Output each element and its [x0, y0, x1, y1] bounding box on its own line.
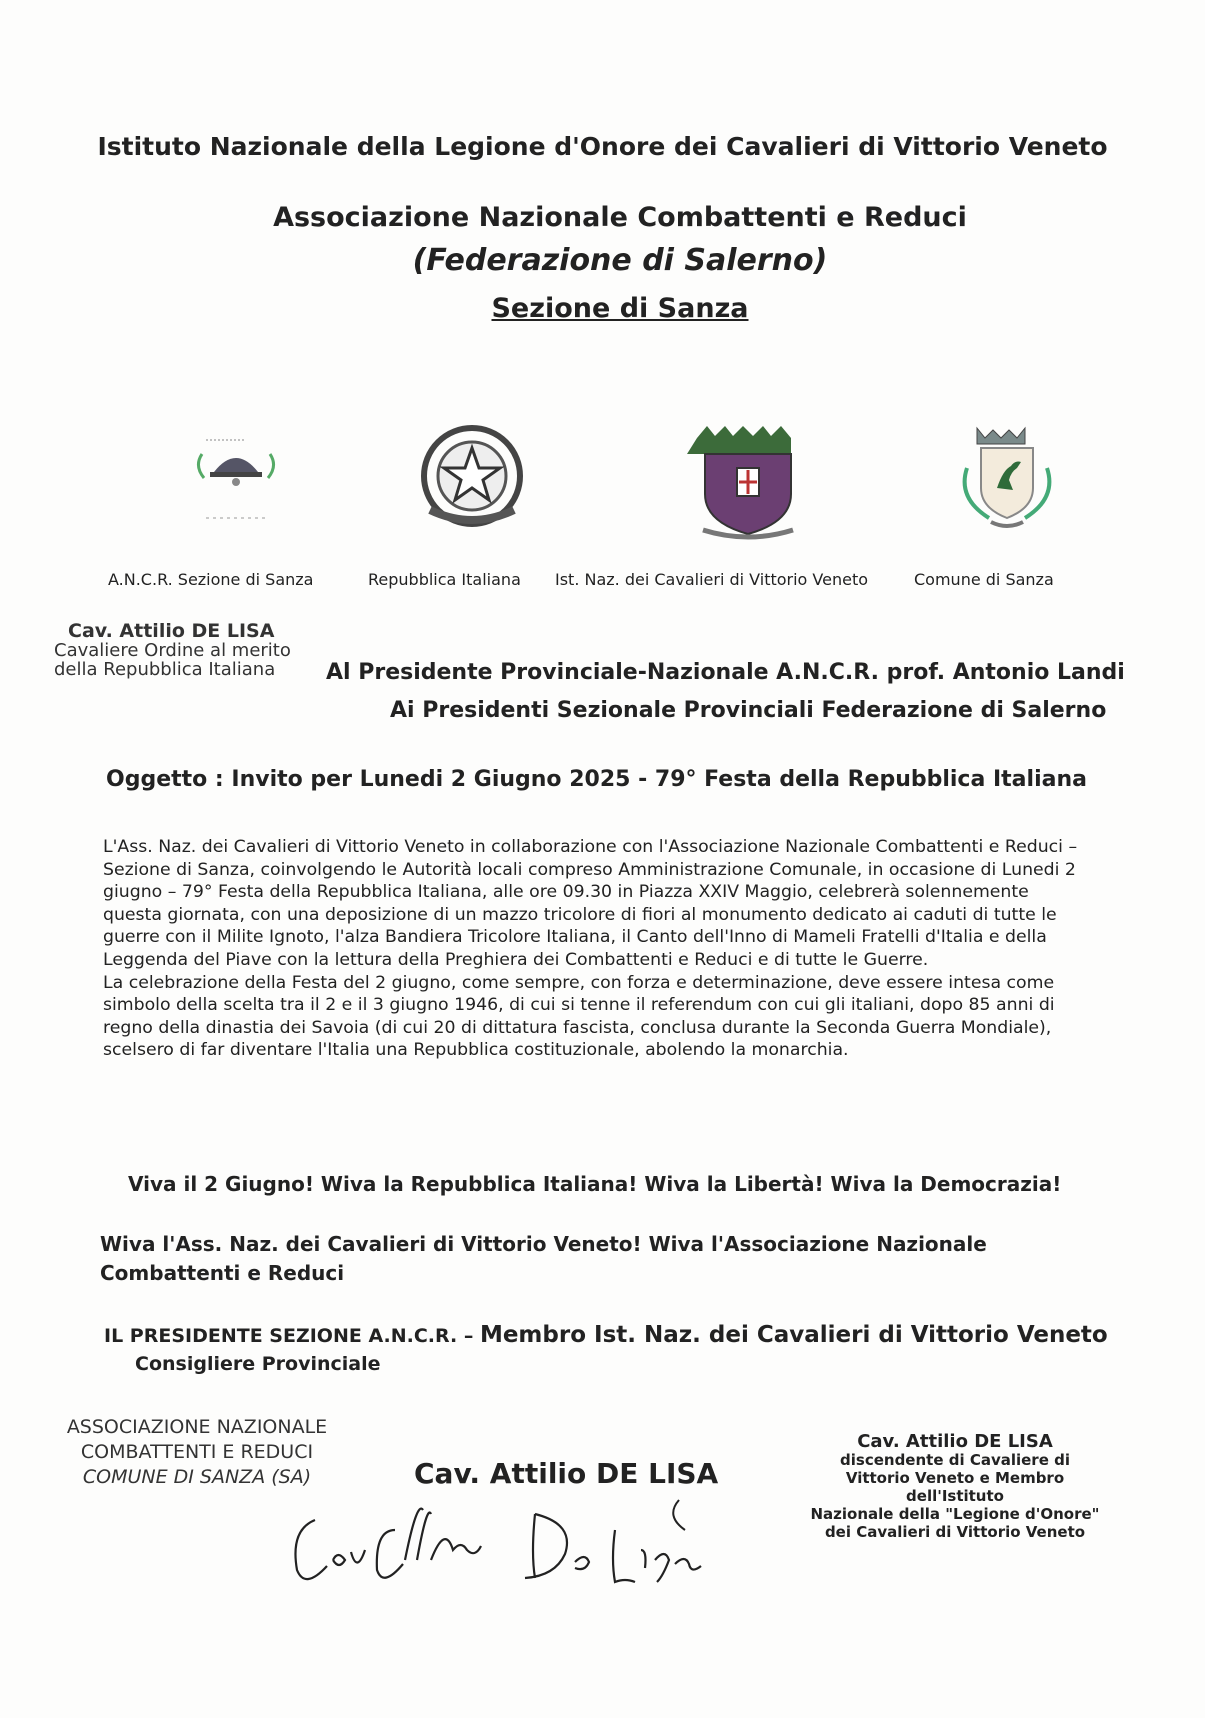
header-association: Associazione Nazionale Combattenti e Reduci	[273, 202, 967, 233]
right-stamp: Cav. Attilio DE LISA discendente di Cavaliere di Vittorio Veneto e Membro dell'Istituto Nazionale della "Legione d'Onore" dei Cavalieri di Vittorio Veneto	[810, 1431, 1100, 1541]
recipient-line-1: Al Presidente Provinciale-Nazionale A.N.C.R. prof. Antonio Landi	[326, 660, 1125, 685]
president-subtitle: Consigliere Provinciale	[135, 1353, 381, 1375]
signer-name: Cav. Attilio DE LISA	[414, 1457, 719, 1490]
federation-name: Federazione di Salerno	[426, 243, 814, 278]
cavalieri-vittorio-veneto-crest-icon	[685, 418, 805, 548]
recipient-line-2: Ai Presidenti Sezionale Provinciali Federazione di Salerno	[390, 698, 1107, 723]
ancr-stamp: ASSOCIAZIONE NAZIONALE COMBATTENTI E REDUCI COMUNE DI SANZA (SA)	[66, 1416, 328, 1488]
logo-caption-ancr: A.N.C.R. Sezione di Sanza	[108, 570, 314, 589]
sender-stamp-subtitle: della Repubblica Italiana	[54, 659, 276, 680]
viva-line-1: Viva il 2 Giugno! Wiva la Repubblica Italiana! Wiva la Libertà! Wiva la Democrazia!	[128, 1172, 1062, 1196]
viva-line-2: Wiva l'Ass. Naz. dei Cavalieri di Vittorio Veneto! Wiva l'Associazione Nazionale Combattenti e Reduci	[100, 1232, 987, 1285]
logo-caption-repubblica: Repubblica Italiana	[368, 570, 521, 589]
sender-stamp-name: Cav. Attilio DE LISA	[68, 620, 275, 642]
subject-line: Oggetto : Invito per Lunedi 2 Giugno 2025 - 79° Festa della Repubblica Italiana	[106, 767, 1087, 792]
body-paragraph-2: La celebrazione della Festa del 2 giugno, come sempre, con forza e determinazione, deve essere intesa come simbolo della scelta tra il 2 e il 3 giugno 1946, di cui si tenne il referendum con cui gli italiani, dopo 85 anni di regno della dinastia dei Savoia (di cui 20 di dittatura fascista, conclusa durante la Seconda Guerra Mondiale), scelsero di far diventare l'Italia una Repubblica costituzionale, abolendo la monarchia.	[103, 972, 1055, 1061]
repubblica-italiana-emblem-icon	[410, 418, 530, 548]
handwritten-signature	[285, 1490, 765, 1600]
header-institute: Istituto Nazionale della Legione d'Onore dei Cavalieri di Vittorio Veneto	[97, 132, 1108, 161]
sender-stamp-title: Cavaliere Ordine al merito	[54, 640, 291, 661]
logo-caption-cavalieri: Ist. Naz. dei Cavalieri di Vittorio Veneto	[555, 570, 869, 589]
sender-stamp	[54, 622, 291, 679]
logo-caption-comune: Comune di Sanza	[914, 570, 1054, 589]
ancr-helmet-emblem-icon	[176, 418, 296, 548]
body-paragraph-1: L'Ass. Naz. dei Cavalieri di Vittorio Veneto in collaborazione con l'Associazione Nazionale Combattenti e Reduci – Sezione di Sanza, coinvolgendo le Autorità locali compreso Amministrazione Comunale, in occasione di Lunedi 2 giugno – 79° Festa della Repubblica Italiana, alle ore 09.30 in Piazza XXIV Maggio, celebrerà solennemente questa giornata, con una deposizione di un mazzo tricolore di fiori al monumento dedicato ai caduti di tutte le guerre con il Milite Ignoto, l'alza Bandiera Tricolore Italiana, il Canto dell'Inno di Mameli Fratelli d'Italia e della Leggenda del Piave con la lettura della Preghiera dei Combattenti e Reduci e di tutte le Guerre.	[103, 837, 1078, 970]
letter-body	[103, 836, 1079, 1062]
president-title: IL PRESIDENTE SEZIONE A.N.C.R. – Membro Ist. Naz. dei Cavalieri di Vittorio Veneto	[104, 1322, 1108, 1348]
header-federation: (Federazione di Salerno)	[412, 243, 828, 278]
header-section: Sezione di Sanza	[491, 293, 749, 324]
comune-di-sanza-crest-icon	[947, 418, 1067, 548]
